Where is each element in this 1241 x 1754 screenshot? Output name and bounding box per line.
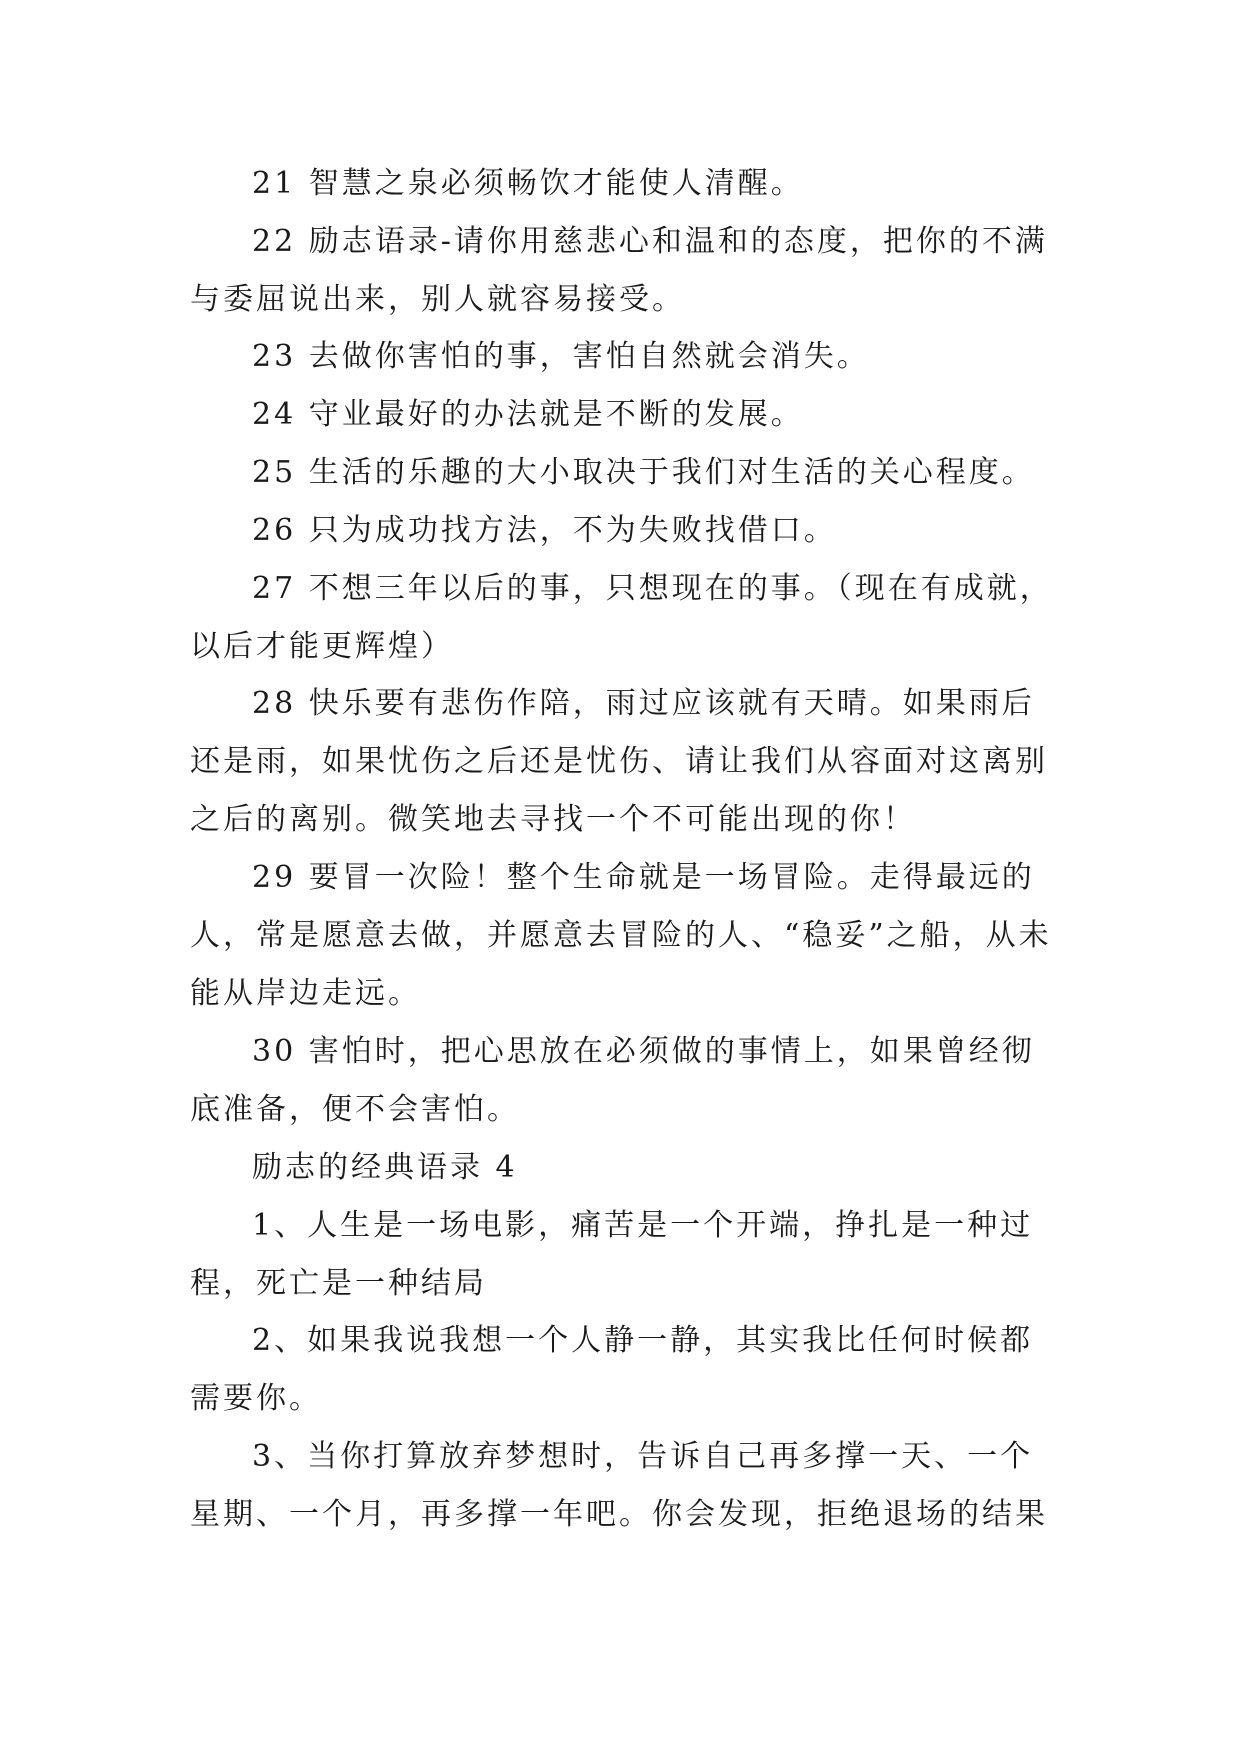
paragraph-1: 1、人生是一场电影，痛苦是一个开端，挣扎是一种过程，死亡是一种结局 [190, 1208, 1034, 1301]
paragraph-25: 25 生活的乐趣的大小取决于我们对生活的关心程度。 [252, 455, 1035, 490]
paragraph-21: 21 智慧之泉必须畅饮才能使人清醒。 [252, 166, 804, 201]
paragraph-28: 28 快乐要有悲伤作陪，雨过应该就有天晴。如果雨后还是雨，如果忧伤之后还是忧伤、请让我们从容面对这离别之后的离别。微笑地去寻找一个不可能出现的你！ [190, 686, 1048, 837]
paragraph-24: 24 守业最好的办法就是不断的发展。 [252, 397, 804, 432]
paragraph-29: 29 要冒一次险！整个生命就是一场冒险。走得最远的人，常是愿意去做，并愿意去冒险的人、“稳妥”之船，从未能从岸边走远。 [190, 860, 1052, 1011]
paragraph-23: 23 去做你害怕的事，害怕自然就会消失。 [252, 339, 870, 374]
paragraph-27: 27 不想三年以后的事，只想现在的事。（现在有成就，以后才能更辉煌） [190, 571, 1053, 664]
section-heading: 励志的经典语录 4 [252, 1150, 518, 1185]
paragraph-3: 3、当你打算放弃梦想时，告诉自己再多撑一天、一个星期、一个月，再多撑一年吧。你会发现，拒绝退场的结果 [190, 1439, 1048, 1532]
paragraph-30: 30 害怕时，把心思放在必须做的事情上，如果曾经彻底准备，便不会害怕。 [190, 1034, 1035, 1127]
paragraph-26: 26 只为成功找方法，不为失败找借口。 [252, 513, 837, 548]
paragraph-22: 22 励志语录-请你用慈悲心和温和的态度，把你的不满与委屈说出来，别人就容易接受。 [190, 224, 1048, 317]
paragraph-2: 2、如果我说我想一个人静一静，其实我比任何时候都需要你。 [190, 1323, 1034, 1416]
